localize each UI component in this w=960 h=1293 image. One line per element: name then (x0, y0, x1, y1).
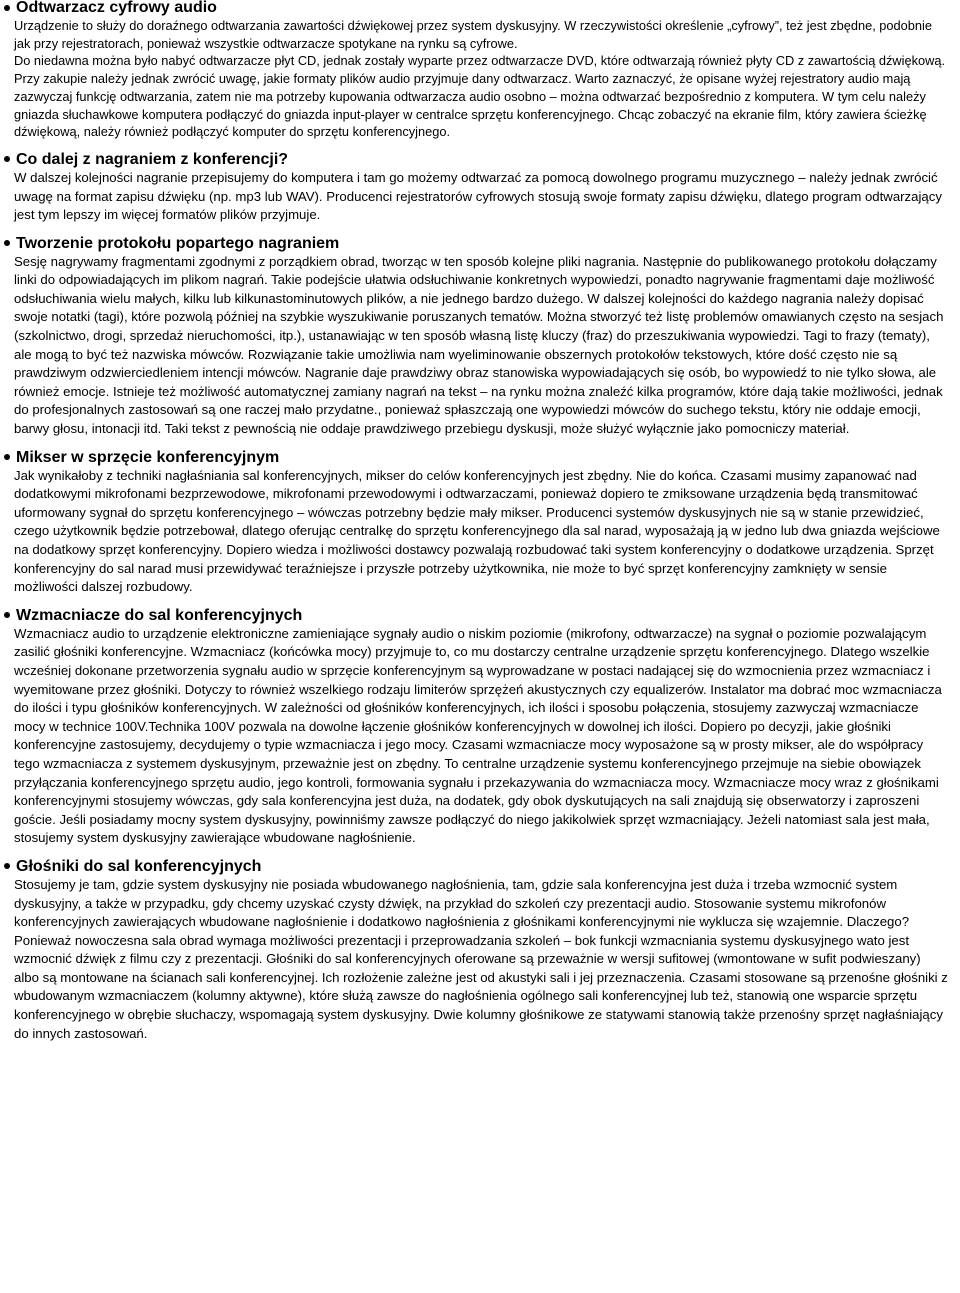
paragraph: Urządzenie to służy do doraźnego odtwarzania zawartości dźwiękowej przez system dyskusyjny. W rzeczywistości określenie „cyfrowy”, też jest zbędne, podobnie jak przy rejestratorach, ponieważ wszystkie odtwarzacze spotykane na rynku są cyfrowe. (14, 18, 932, 51)
section-amplifiers (14, 606, 948, 848)
paragraph: Jak wynikałoby z techniki nagłaśniania sal konferencyjnych, mikser do celów konferencyjnych jest zbędny. Nie do końca. Czasami musimy zapanować nad dodatkowymi mikrofonami bezprzewodowe, mikrofonami przewodowymi i odtwarzaczami, ponieważ dopiero te zmiksowane urządzenia będą transmitować uformowany sygnał do sprzętu konferencyjnego – wówczas potrzebny będzie mały mikser. Producenci systemów dyskusyjnych nie są w stanie przewidzieć, czego użytkownik będzie potrzebował, dlatego oferując centralkę do sprzętu konferencyjnego dla sal narad, wyposażają ją w jedno lub dwa gniazda wejściowe na dodatkowy sprzęt konferencyjny. Dopiero wiedza i możliwości dostawcy pozwalają rozbudować taki system konferencyjny o dodatkowe urządzenia. Sprzęt konferencyjny do sal narad musi przewidywać teraźniejsze i przyszłe potrzeby użytkownika, nie może to być sprzęt konferencyjny zamknięty w sensie możliwości dalszej rozbudowy. (14, 467, 940, 595)
bullet-icon (4, 863, 10, 869)
section-protocol (14, 234, 948, 439)
heading-text: Odtwarzacz cyfrowy audio (16, 0, 217, 16)
bullet-icon (4, 454, 10, 460)
paragraph: Stosujemy je tam, gdzie system dyskusyjny nie posiada wbudowanego nagłośnienia, tam, gdzie sala konferencyjna jest duża i trzeba wzmocnić system dyskusyjny, a także w przypadku, gdy chcemy uzyskać czysty dźwięk, na przykład do szkoleń czy prezentacji audio. Stosowanie systemu mikrofonów konferencyjnych zawierających wbudowane nagłośnienie i dodatkowo nagłośnienia z głośnikami konferencyjnymi nie wyklucza się wzajemnie. Dlaczego? Ponieważ nowoczesna sala obrad wymaga możliwości prezentacji i przeprowadzania szkoleń – bok funkcji wzmacniania systemu dyskusyjnego wato jest wzmocnić dźwięk z filmu czy z prezentacji. Głośniki do sal konferencyjnych oferowane są przeważnie w wersji sufitowej (wmontowane w sufit podwieszany) albo są montowane na ścianach sali konferencyjnej. Ich rozłożenie zależne jest od akustyki sali i jej przeznaczenia. Czasami stosowane są przenośne głośniki z wbudowanym wzmacniaczem (kolumny aktywne), które służą zawsze do nagłośnienia ogólnego sali konferencyjnej lub też, stanowią one wsparcie sprzętu konferencyjnego w obrębie słuchaczy, wspomagają system dyskusyjny. Dwie kolumny głośnikowe ze statywami stanowią także przenośny sprzęt nagłaśniający do innych zastosowań. (14, 876, 948, 1041)
bullet-icon (4, 612, 10, 618)
paragraph: Wzmacniacz audio to urządzenie elektroniczne zamieniające sygnały audio o niskim poziomie (mikrofony, odtwarzacze) na sygnał o poziomie pozwalającym zasilić głośniki konferencyjne. Wzmacniacz (końcówka mocy) przyjmuje to, co mu dostarczy centralne urządzenie sprzętu konferencyjnego. Dlatego wszelkie wcześniej dokonane przetworzenia sygnału audio w sprzęcie konferencyjnym są wyprowadzane w postaci nadającej się do wzmocnienia przez wzmacniacz i wyemitowane przez głośniki. Dotyczy to również wszelkiego rodzaju limiterów sprzężeń akustycznych czy equalizerów. Instalator ma dobrać moc wzmacniacza do ilości i typu głośników konferencyjnych. W zależności od głośników konferencyjnych, ich ilości i sposobu połączenia, stosujemy zazwyczaj wzmacniacze mocy w technice 100V.Technika 100V pozwala na dowolne łączenie głośników konferencyjnych w dowolnej ich ilości. Dopiero po decyzji, jakie głośniki konferencyjne zastosujemy, decydujemy o typie wzmacniacza i jego mocy. Czasami wzmacniacze mocy wyposażone są w prosty mikser, ale do współpracy tego wzmacniacza z systemem dyskusyjnym, przeważnie jest on zbędny. To centralne urządzenie systemu konferencyjnego przejmuje na siebie obowiązek przyłączania konferencyjnego sprzętu audio, jego kontroli, formowania sygnału i przekazywania do wzmacniacza mocy. Wzmacniacze mocy wraz z głośnikami konferencyjnymi stosujemy wówczas, gdy sala konferencyjna jest duża, na dodatek, gdy obok dyskutujących na sali znajdują się obserwatorzy i zaproszeni goście. Jeśli posiadamy mocny system dyskusyjny, powinniśmy zawsze podłączyć do niego jakikolwiek sprzęt wzmacniający. Jeżeli natomiast sala jest mała, stosujemy system dyskusyjny zawierające wbudowane nagłośnienie. (14, 625, 942, 846)
heading-text: Tworzenie protokołu popartego nagraniem (16, 234, 340, 252)
bullet-icon (4, 240, 10, 246)
section-heading (14, 448, 948, 467)
section-heading (14, 606, 948, 625)
bullet-icon (4, 156, 10, 162)
paragraph: Do niedawna można było nabyć odtwarzacze płyt CD, jednak zostały wyparte przez odtwarzacze DVD, które odtwarzają również płyty CD z zawartością dźwiękową. Przy zakupie należy jednak zwrócić uwagę, jakie formaty plików audio przyjmuje dany odtwarzacz. Warto zaznaczyć, że opisane wyżej rejestratory audio mają zazwyczaj funkcję odtwarzania, zatem nie ma potrzeby kupowania odtwarzacza audio osobno – można odtwarzać bezpośrednio z komputera. W tym celu należy gniazda słuchawkowe komputera podłączyć do gniazda input-player w centralce sprzętu konferencyjnego. Chcąc zobaczyć na ekranie film, który zawiera ścieżkę dźwiękową, należy również podłączyć komputer do sprzętu konferencyjnego. (14, 53, 946, 140)
section-heading (14, 150, 948, 169)
section-heading (14, 857, 948, 876)
paragraph: Sesję nagrywamy fragmentami zgodnymi z porządkiem obrad, tworząc w ten sposób kolejne pliki nagrania. Następnie do publikowanego protokołu dołączamy linki do odpowiadających im plikom nagrań. Takie podejście ułatwia odsłuchiwanie konkretnych wypowiedzi, ponadto nagrywanie fragmentami daje możliwość odsłuchiwania wielu małych, kilku lub kilkunastominutowych plików, a nie jednego bardzo dużego. W dalszej kolejności do każdego nagrania należy dopisać swoje notatki (tagi), które pozwolą później na szybkie wyszukiwanie poruszanych tematów. Można stworzyć też listę problemów omawianych często na sesjach (szkolnictwo, drogi, sprzedaż nieruchomości, itp.), ustanawiając w ten sposób własną listę kluczy (fraz) do przeszukiwania wypowiedzi. Tagi to frazy (tematy), ale mogą to być też nazwiska mówców. Rozwiązanie takie umożliwia nam wyeliminowanie obszernych protokołów tekstowych, które dość często nie są prawdziwym odzwierciedleniem intencji mówców. Nagranie daje prawdziwy obraz stanowiska wypowiadających się osób, bo wypowiedź to nie tylko słowa, ale również emocje. Istnieje też możliwość automatycznej zamiany nagrań na tekst – na rynku można znaleźć kilka programów, które dają takie możliwości, jednak do profesjonalnych zastosowań są one raczej mało przydatne., ponieważ spłaszczają one wypowiedzi mówców do suchego tekstu, który nie oddaje emocji, barwy głosu, intonacji itd. Taki tekst z pewnością nie oddaje prawdziwego przebiegu dyskusji, może służyć wyłącznie jako pomocniczy materiał. (14, 253, 944, 437)
section-mixer (14, 448, 948, 597)
section-speakers (14, 857, 948, 1043)
paragraph: W dalszej kolejności nagranie przepisujemy do komputera i tam go możemy odtwarzać za pomocą dowolnego programu muzycznego – należy jednak zwrócić uwagę na format zapisu dźwięku (np. mp3 lub WAV). Producenci rejestratorów cyfrowych stosują swoje formaty zapisu dźwięku, dlatego program odtwarzający jest tym lepszy im więcej formatów plików przyjmuje. (14, 169, 942, 223)
section-heading (14, 0, 948, 17)
heading-text: Wzmacniacze do sal konferencyjnych (16, 606, 303, 624)
bullet-icon (4, 5, 10, 11)
heading-text: Głośniki do sal konferencyjnych (16, 857, 262, 875)
section-recording-next (14, 150, 948, 225)
heading-text: Co dalej z nagraniem z konferencji? (16, 150, 289, 168)
section-cd-player (14, 0, 948, 141)
section-heading (14, 234, 948, 253)
heading-text: Mikser w sprzęcie konferencyjnym (16, 448, 280, 466)
